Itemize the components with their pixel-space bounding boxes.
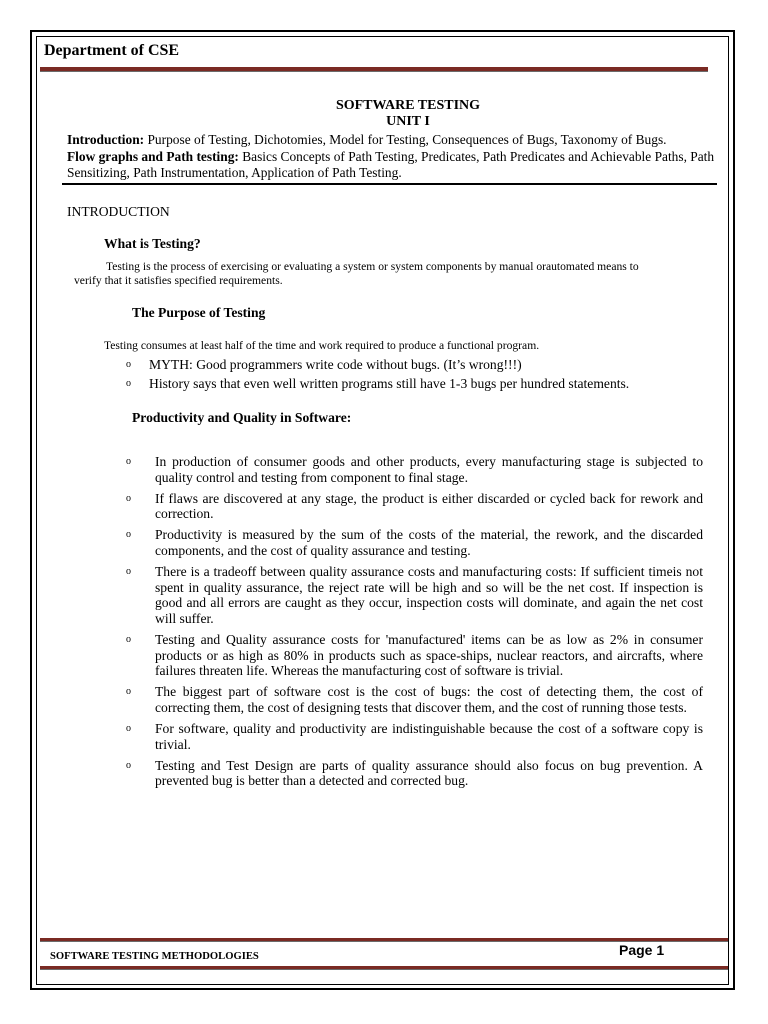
myth-list [126, 355, 726, 393]
list-item: o Testing and Test Design are parts of quality assurance should also focus on bug prevention. A prevented bug is better than a detected and corrected bug. [126, 757, 703, 789]
intro-label: Introduction: [67, 132, 145, 147]
heading-purpose-of-testing: The Purpose of Testing [132, 305, 266, 320]
testing-definition [74, 260, 714, 288]
flow-label: Flow graphs and Path testing: [67, 148, 239, 164]
syllabus-divider [62, 183, 717, 185]
heading-productivity-quality: Productivity and Quality in Software: [132, 410, 352, 425]
list-item: o MYTH: Good programmers write code without bugs. (It’s wrong!!!) [126, 357, 522, 372]
flow-text-2: Sensitizing, Path Instrumentation, Application of Path Testing. [67, 165, 402, 180]
bullet-glyph: o [126, 566, 131, 578]
bullet-glyph: o [126, 686, 131, 698]
bullet-glyph: o [126, 492, 131, 504]
unit-syllabus [67, 132, 767, 182]
intro-text: Purpose of Testing, Dichotomies, Model for Testing, Consequences of Bugs, Taxonomy of Bugs. [144, 132, 667, 147]
list-item: o In production of consumer goods and other products, every manufacturing stage is subjected to quality control and testing from component to final stage. [126, 454, 703, 485]
bullet-glyph: o [126, 359, 131, 370]
bullet-glyph: o [126, 529, 131, 541]
list-item: o If flaws are discovered at any stage, the product is either discarded or cycled back for rework and correction. [126, 490, 703, 522]
list-item: o For software, quality and productivity are indistinguishable because the cost of a software copy is trivial. [126, 720, 703, 752]
bullet-glyph: o [126, 722, 131, 734]
heading-what-is-testing: What is Testing? [104, 236, 201, 251]
purpose-text: Testing consumes at least half of the time and work required to produce a functional program. [104, 339, 540, 352]
bullet-glyph: o [126, 633, 131, 645]
productivity-list [126, 454, 703, 794]
department-header: Department of CSE [44, 42, 180, 59]
list-item: o The biggest part of software cost is the cost of bugs: the cost of detecting them, the cost of correcting them, the cost of designing tests that discover them, and the cost of running those tests. [126, 684, 703, 715]
list-item: o Productivity is measured by the sum of the costs of the material, the rework, and the discarded components, and the cost of quality assurance and testing. [126, 527, 703, 558]
doc-title: SOFTWARE TESTING [335, 98, 481, 113]
list-item: o Testing and Quality assurance costs for 'manufactured' items can be as low as 2% in consumer products or as high as 80% in products such as space-ships, nuclear reactors, and aircrafts, where failures threaten life. Whereas the manufacturing cost of software is trivial. [126, 631, 703, 679]
page-number: Page 1 [619, 942, 665, 958]
section-introduction: INTRODUCTION [67, 204, 170, 219]
bullet-glyph: o [126, 378, 131, 389]
flow-text: Basics Concepts of Path Testing, Predicates, Path Predicates and Achievable Paths, Path [238, 148, 715, 164]
bullet-glyph: o [126, 456, 131, 467]
list-item: o There is a tradeoff between quality assurance costs and manufacturing costs: If sufficient timeis not spent in quality assurance, the reject rate will be high and so will be the net cost. If inspection is good and all errors are caught as they occur, inspection costs will dominate, and again the net cost will suffer. [126, 564, 703, 626]
footer-rule-bottom-shadow [40, 969, 728, 970]
testing-definition-line1: Testing is the process of exercising or evaluating a system or system components by manual orautomated means to [106, 260, 639, 273]
footer-course-title: SOFTWARE TESTING METHODOLOGIES [50, 951, 259, 962]
doc-unit: UNIT I [386, 114, 430, 129]
bullet-glyph: o [126, 759, 131, 771]
testing-definition-line2: verify that it satisfies specified requirements. [74, 274, 283, 287]
list-item: o History says that even well written programs still have 1-3 bugs per hundred statements. [126, 376, 630, 391]
header-rule-shadow [40, 71, 708, 72]
